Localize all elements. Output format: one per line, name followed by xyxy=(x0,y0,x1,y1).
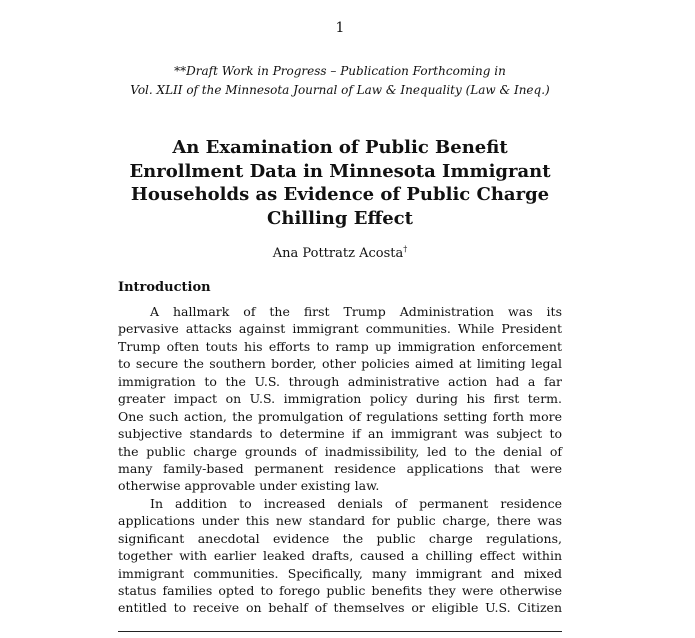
title-line: Households as Evidence of Public Charge xyxy=(130,184,550,205)
title-line: Enrollment Data in Minnesota Immigrant xyxy=(129,160,551,182)
author-footnote-mark[interactable]: † xyxy=(403,244,408,254)
paragraph-line: In addition to increased denials of permanent residence xyxy=(150,495,562,511)
author-byline xyxy=(118,246,562,261)
paper-title xyxy=(118,136,562,230)
title-line: Chilling Effect xyxy=(267,207,413,229)
paragraph-line: significant anecdotal evidence the public charge regulations, xyxy=(118,530,562,546)
section-heading: Introduction xyxy=(118,280,211,295)
page-number: 1 xyxy=(335,20,345,36)
paragraph-line: greater impact on U.S. immigration policy during his first term. xyxy=(118,391,562,407)
title-line: An Examination of Public Benefit xyxy=(172,137,508,158)
paragraph-line: immigration to the U.S. through administrative action had a far xyxy=(118,373,562,389)
paragraph-line: applications under this new standard for public charge, there was xyxy=(118,513,562,529)
draft-note-line: **Draft Work in Progress – Publication Forthcoming in xyxy=(174,64,506,78)
footnote-divider xyxy=(118,631,562,632)
draft-note-line: Vol. XLII of the Minnesota Journal of Law & Inequality (Law & Ineq.) xyxy=(130,83,550,97)
paragraph-1 xyxy=(118,303,562,495)
paragraph-line: One such action, the promulgation of regulations setting forth more xyxy=(118,408,562,424)
author-name: Ana Pottratz Acosta xyxy=(272,246,404,261)
paragraph-line: many family-based permanent residence applications that were xyxy=(118,460,562,476)
body-text xyxy=(118,303,562,617)
paragraph-line: to secure the southern border, other policies aimed at limiting legal xyxy=(118,356,562,372)
paragraph-line: immigrant communities. Specifically, many immigrant and mixed xyxy=(118,565,562,581)
paragraph-line: A hallmark of the first Trump Administration was its xyxy=(150,304,562,319)
draft-note xyxy=(118,62,562,100)
paragraph-line: Trump often touts his efforts to ramp up immigration enforcement xyxy=(118,338,562,354)
paragraph-line: status families opted to forego public benefits they were otherwise xyxy=(118,583,562,598)
paragraph-line: pervasive attacks against immigrant communities. While President xyxy=(118,321,562,337)
paragraph-line: entitled to receive on behalf of themselves or eligible U.S. Citizen xyxy=(118,600,562,616)
paragraph-line: the public charge grounds of inadmissibility, led to the denial of xyxy=(118,443,562,459)
paragraph-line: together with earlier leaked drafts, caused a chilling effect within xyxy=(118,548,562,564)
paragraph-2 xyxy=(118,495,562,617)
paragraph-line: otherwise approvable under existing law. xyxy=(118,478,380,494)
paragraph-line: subjective standards to determine if an immigrant was subject to xyxy=(118,426,562,442)
